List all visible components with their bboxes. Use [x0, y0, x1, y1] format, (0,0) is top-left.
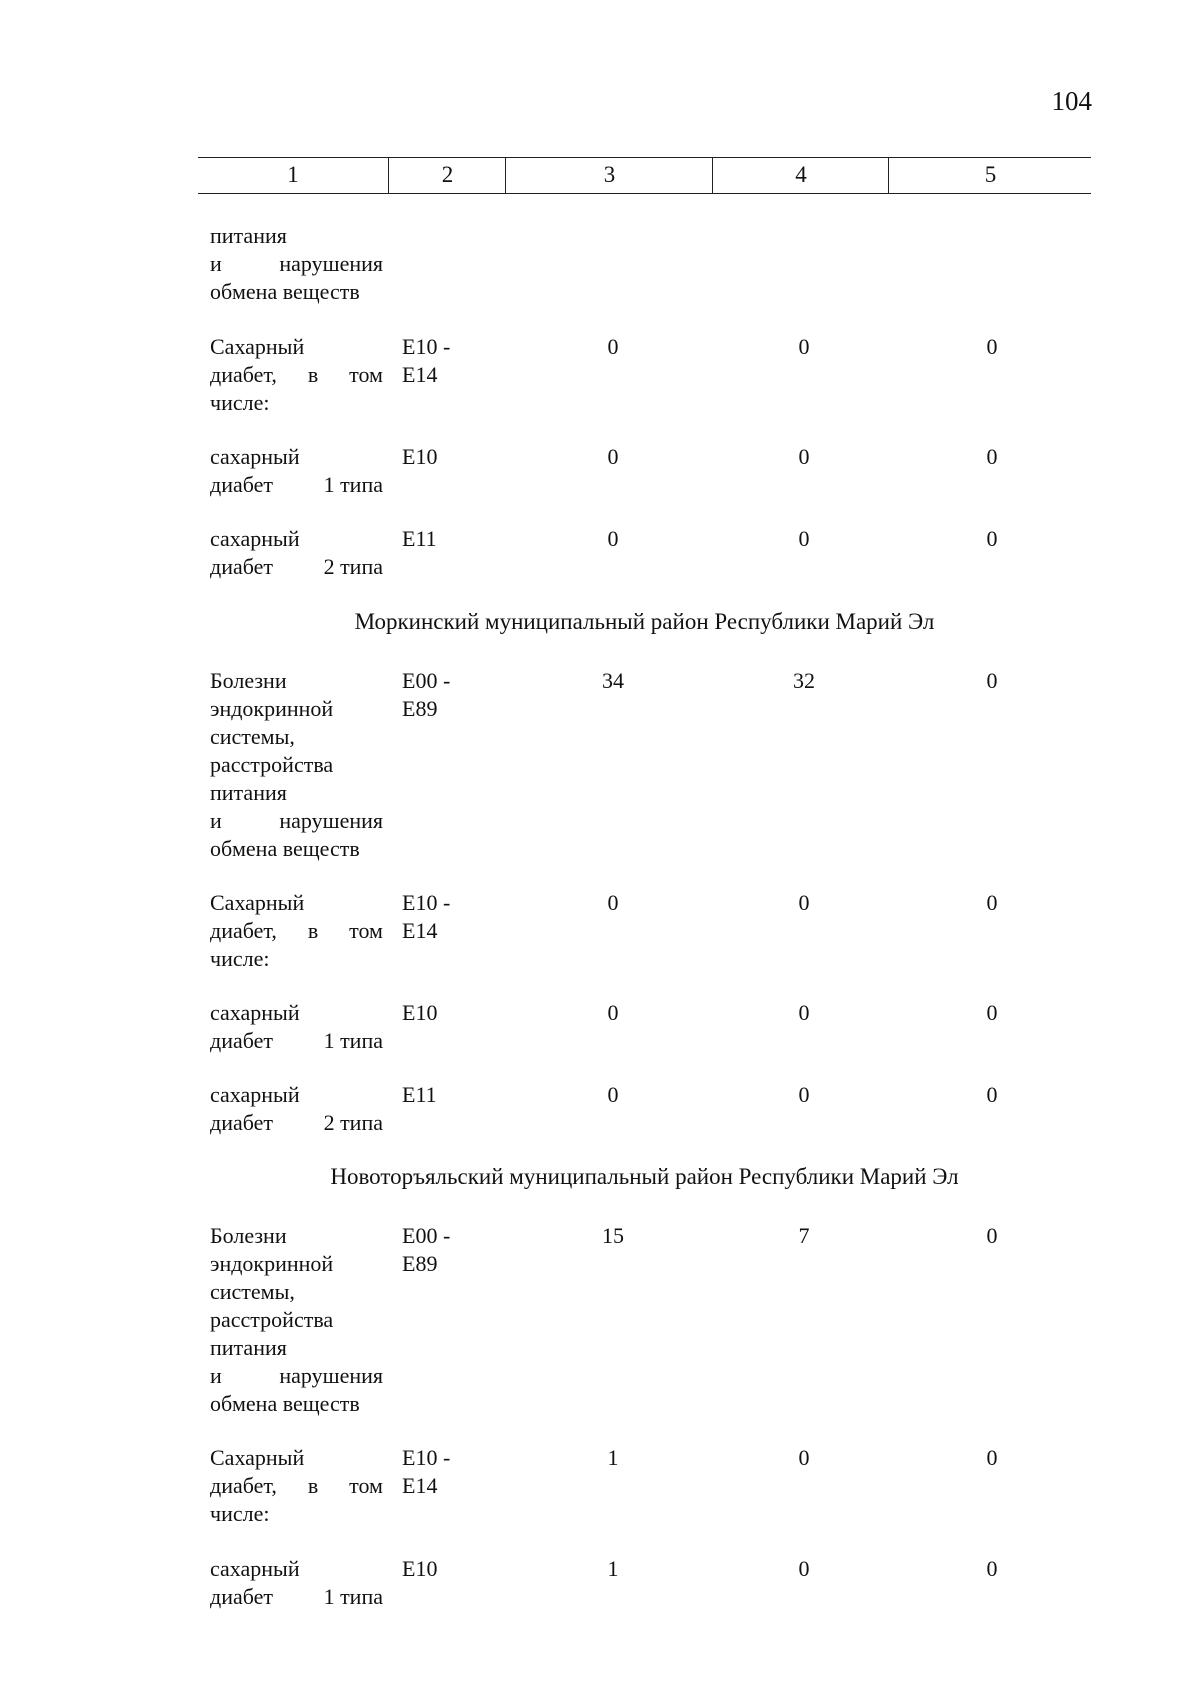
disease-name-line	[210, 945, 383, 973]
icd-code	[402, 525, 437, 553]
disease-name-word: питания	[210, 780, 287, 805]
icd-code-line: E00 -	[402, 1223, 451, 1248]
disease-name-word: и	[210, 251, 222, 276]
disease-name-line	[210, 361, 383, 389]
disease-name-word: обмена веществ	[210, 279, 360, 304]
disease-name-line	[210, 1027, 383, 1055]
disease-name-word: в	[307, 918, 319, 943]
disease-name-word: 1 типа	[323, 1584, 383, 1609]
disease-name-line	[210, 723, 383, 751]
disease-name-line	[210, 1390, 383, 1418]
disease-name-word: питания	[210, 1335, 287, 1360]
disease-name-line	[210, 471, 383, 499]
disease-name-word: числе:	[210, 1501, 270, 1526]
disease-name-word: 1 типа	[323, 1028, 383, 1053]
disease-name-word: Болезни	[210, 668, 287, 693]
icd-code-line: E11	[402, 526, 437, 551]
value-col-4: 0	[798, 334, 810, 359]
table-header	[198, 157, 1091, 194]
disease-name	[210, 1555, 383, 1611]
value-col-3: 0	[607, 1000, 619, 1025]
disease-name-word: расстройства	[210, 1307, 334, 1332]
icd-code	[402, 1555, 437, 1583]
disease-name-line	[210, 695, 383, 723]
disease-name	[210, 1222, 383, 1418]
disease-name	[210, 525, 383, 581]
disease-name-line	[210, 443, 383, 471]
disease-name-word: сахарный	[210, 444, 300, 469]
value-col-4: 7	[798, 1223, 810, 1248]
disease-name-line	[210, 1583, 383, 1611]
header-cell: 4	[712, 158, 889, 193]
icd-code-line: E00 -	[402, 668, 451, 693]
icd-code	[402, 999, 437, 1027]
disease-name-word: системы,	[210, 1279, 295, 1304]
disease-name-word: сахарный	[210, 1556, 300, 1581]
icd-code-line: E14	[402, 362, 438, 387]
disease-name-word: диабет	[210, 472, 274, 497]
value-col-5: 0	[986, 526, 998, 551]
header-cell: 2	[388, 158, 506, 193]
disease-name-line	[210, 1334, 383, 1362]
disease-name	[210, 222, 383, 306]
disease-name-line	[210, 999, 383, 1027]
disease-name-line	[210, 1362, 383, 1390]
icd-code-line: E89	[402, 1251, 438, 1276]
disease-name-word: Сахарный	[210, 890, 305, 915]
value-col-3: 0	[607, 334, 619, 359]
disease-name-line	[210, 917, 383, 945]
disease-name-word: диабет,	[210, 1473, 277, 1498]
value-col-5: 0	[986, 668, 998, 693]
value-col-3: 0	[607, 890, 619, 915]
icd-code	[402, 1081, 437, 1109]
disease-name-word: диабет	[210, 1110, 274, 1135]
page-number: 104	[1051, 86, 1092, 116]
disease-name-word: в	[307, 362, 319, 387]
icd-code-line: E14	[402, 1473, 438, 1498]
disease-name-word: 2 типа	[323, 554, 383, 579]
disease-name	[210, 1444, 383, 1528]
icd-code	[402, 667, 450, 723]
disease-name-word: 2 типа	[323, 1110, 383, 1135]
disease-name	[210, 667, 383, 863]
disease-name-line	[210, 667, 383, 695]
value-col-4: 0	[798, 1445, 810, 1470]
value-col-3: 15	[602, 1223, 624, 1248]
section-heading: Новоторъяльский муниципальный район Республики Марий Эл	[330, 1164, 959, 1189]
disease-name-word: диабет	[210, 554, 274, 579]
disease-name-line	[210, 1109, 383, 1137]
disease-name-word: том	[349, 362, 383, 387]
value-col-5: 0	[986, 1000, 998, 1025]
disease-name-word: том	[349, 918, 383, 943]
disease-name-word: системы,	[210, 724, 295, 749]
disease-name-word: числе:	[210, 390, 270, 415]
disease-name-word: обмена веществ	[210, 1391, 360, 1416]
disease-name-line	[210, 1222, 383, 1250]
value-col-3: 0	[607, 526, 619, 551]
disease-name-word: диабет,	[210, 362, 277, 387]
disease-name-word: нарушения	[279, 1363, 383, 1388]
icd-code-line: E10	[402, 1000, 438, 1025]
icd-code-line: E10 -	[402, 1445, 451, 1470]
icd-code-line: E11	[402, 1082, 437, 1107]
icd-code	[402, 333, 450, 389]
disease-name-word: 1 типа	[323, 472, 383, 497]
disease-name-word: и	[210, 808, 222, 833]
value-col-3: 1	[607, 1556, 619, 1581]
disease-name-word: Сахарный	[210, 1445, 305, 1470]
disease-name-line	[210, 278, 383, 306]
value-col-5: 0	[986, 334, 998, 359]
disease-name-word: эндокринной	[210, 696, 334, 721]
disease-name-line	[210, 1278, 383, 1306]
disease-name-line	[210, 779, 383, 807]
disease-name-line	[210, 1081, 383, 1109]
disease-name-word: Сахарный	[210, 334, 305, 359]
value-col-4: 0	[798, 444, 810, 469]
disease-name-line	[210, 835, 383, 863]
header-cell: 5	[888, 158, 1092, 193]
disease-name-word: нарушения	[279, 251, 383, 276]
disease-name-line	[210, 1555, 383, 1583]
value-col-5: 0	[986, 1223, 998, 1248]
disease-name-line	[210, 1250, 383, 1278]
icd-code-line: E10	[402, 444, 438, 469]
disease-name-line	[210, 1472, 383, 1500]
disease-name-word: сахарный	[210, 1000, 300, 1025]
value-col-4: 0	[798, 1556, 810, 1581]
disease-name-line	[210, 1306, 383, 1334]
value-col-4: 32	[793, 668, 815, 693]
disease-name-line	[210, 1500, 383, 1528]
value-col-5: 0	[986, 1556, 998, 1581]
value-col-4: 0	[798, 526, 810, 551]
disease-name-line	[210, 751, 383, 779]
disease-name-line	[210, 333, 383, 361]
disease-name-line	[210, 525, 383, 553]
disease-name-word: обмена веществ	[210, 836, 360, 861]
icd-code	[402, 443, 437, 471]
disease-name	[210, 1081, 383, 1137]
header-cell: 3	[505, 158, 713, 193]
disease-name	[210, 443, 383, 499]
disease-name-word: сахарный	[210, 1082, 300, 1107]
disease-name-word: расстройства	[210, 752, 334, 777]
disease-name-word: том	[349, 1473, 383, 1498]
disease-name-word: числе:	[210, 946, 270, 971]
disease-name-word: нарушения	[279, 808, 383, 833]
icd-code	[402, 1444, 450, 1500]
disease-name	[210, 889, 383, 973]
disease-name-word: питания	[210, 223, 287, 248]
disease-name-line	[210, 1444, 383, 1472]
disease-name-word: Болезни	[210, 1223, 287, 1248]
disease-name	[210, 333, 383, 417]
value-col-4: 0	[798, 1000, 810, 1025]
value-col-3: 34	[602, 668, 624, 693]
disease-name-word: сахарный	[210, 526, 300, 551]
disease-name-word: диабет,	[210, 918, 277, 943]
value-col-5: 0	[986, 1445, 998, 1470]
icd-code-line: E10 -	[402, 334, 451, 359]
disease-name-word: эндокринной	[210, 1251, 334, 1276]
icd-code	[402, 1222, 450, 1278]
disease-name-line	[210, 807, 383, 835]
disease-name-line	[210, 553, 383, 581]
disease-name-word: диабет	[210, 1028, 274, 1053]
disease-name-line	[210, 222, 383, 250]
icd-code-line: E89	[402, 696, 438, 721]
value-col-5: 0	[986, 1082, 998, 1107]
disease-name	[210, 999, 383, 1055]
value-col-3: 1	[607, 1445, 619, 1470]
header-cell: 1	[287, 162, 299, 187]
value-col-4: 0	[798, 890, 810, 915]
value-col-3: 0	[607, 1082, 619, 1107]
value-col-5: 0	[986, 890, 998, 915]
disease-name-word: и	[210, 1363, 222, 1388]
disease-name-line	[210, 389, 383, 417]
icd-code-line: E14	[402, 918, 438, 943]
value-col-5: 0	[986, 444, 998, 469]
icd-code	[402, 889, 450, 945]
disease-name-line	[210, 889, 383, 917]
icd-code-line: E10 -	[402, 890, 451, 915]
disease-name-word: в	[307, 1473, 319, 1498]
icd-code-line: E10	[402, 1556, 438, 1581]
value-col-3: 0	[607, 444, 619, 469]
value-col-4: 0	[798, 1082, 810, 1107]
disease-name-word: диабет	[210, 1584, 274, 1609]
disease-name-line	[210, 250, 383, 278]
section-heading: Моркинский муниципальный район Республики Марий Эл	[354, 609, 935, 634]
